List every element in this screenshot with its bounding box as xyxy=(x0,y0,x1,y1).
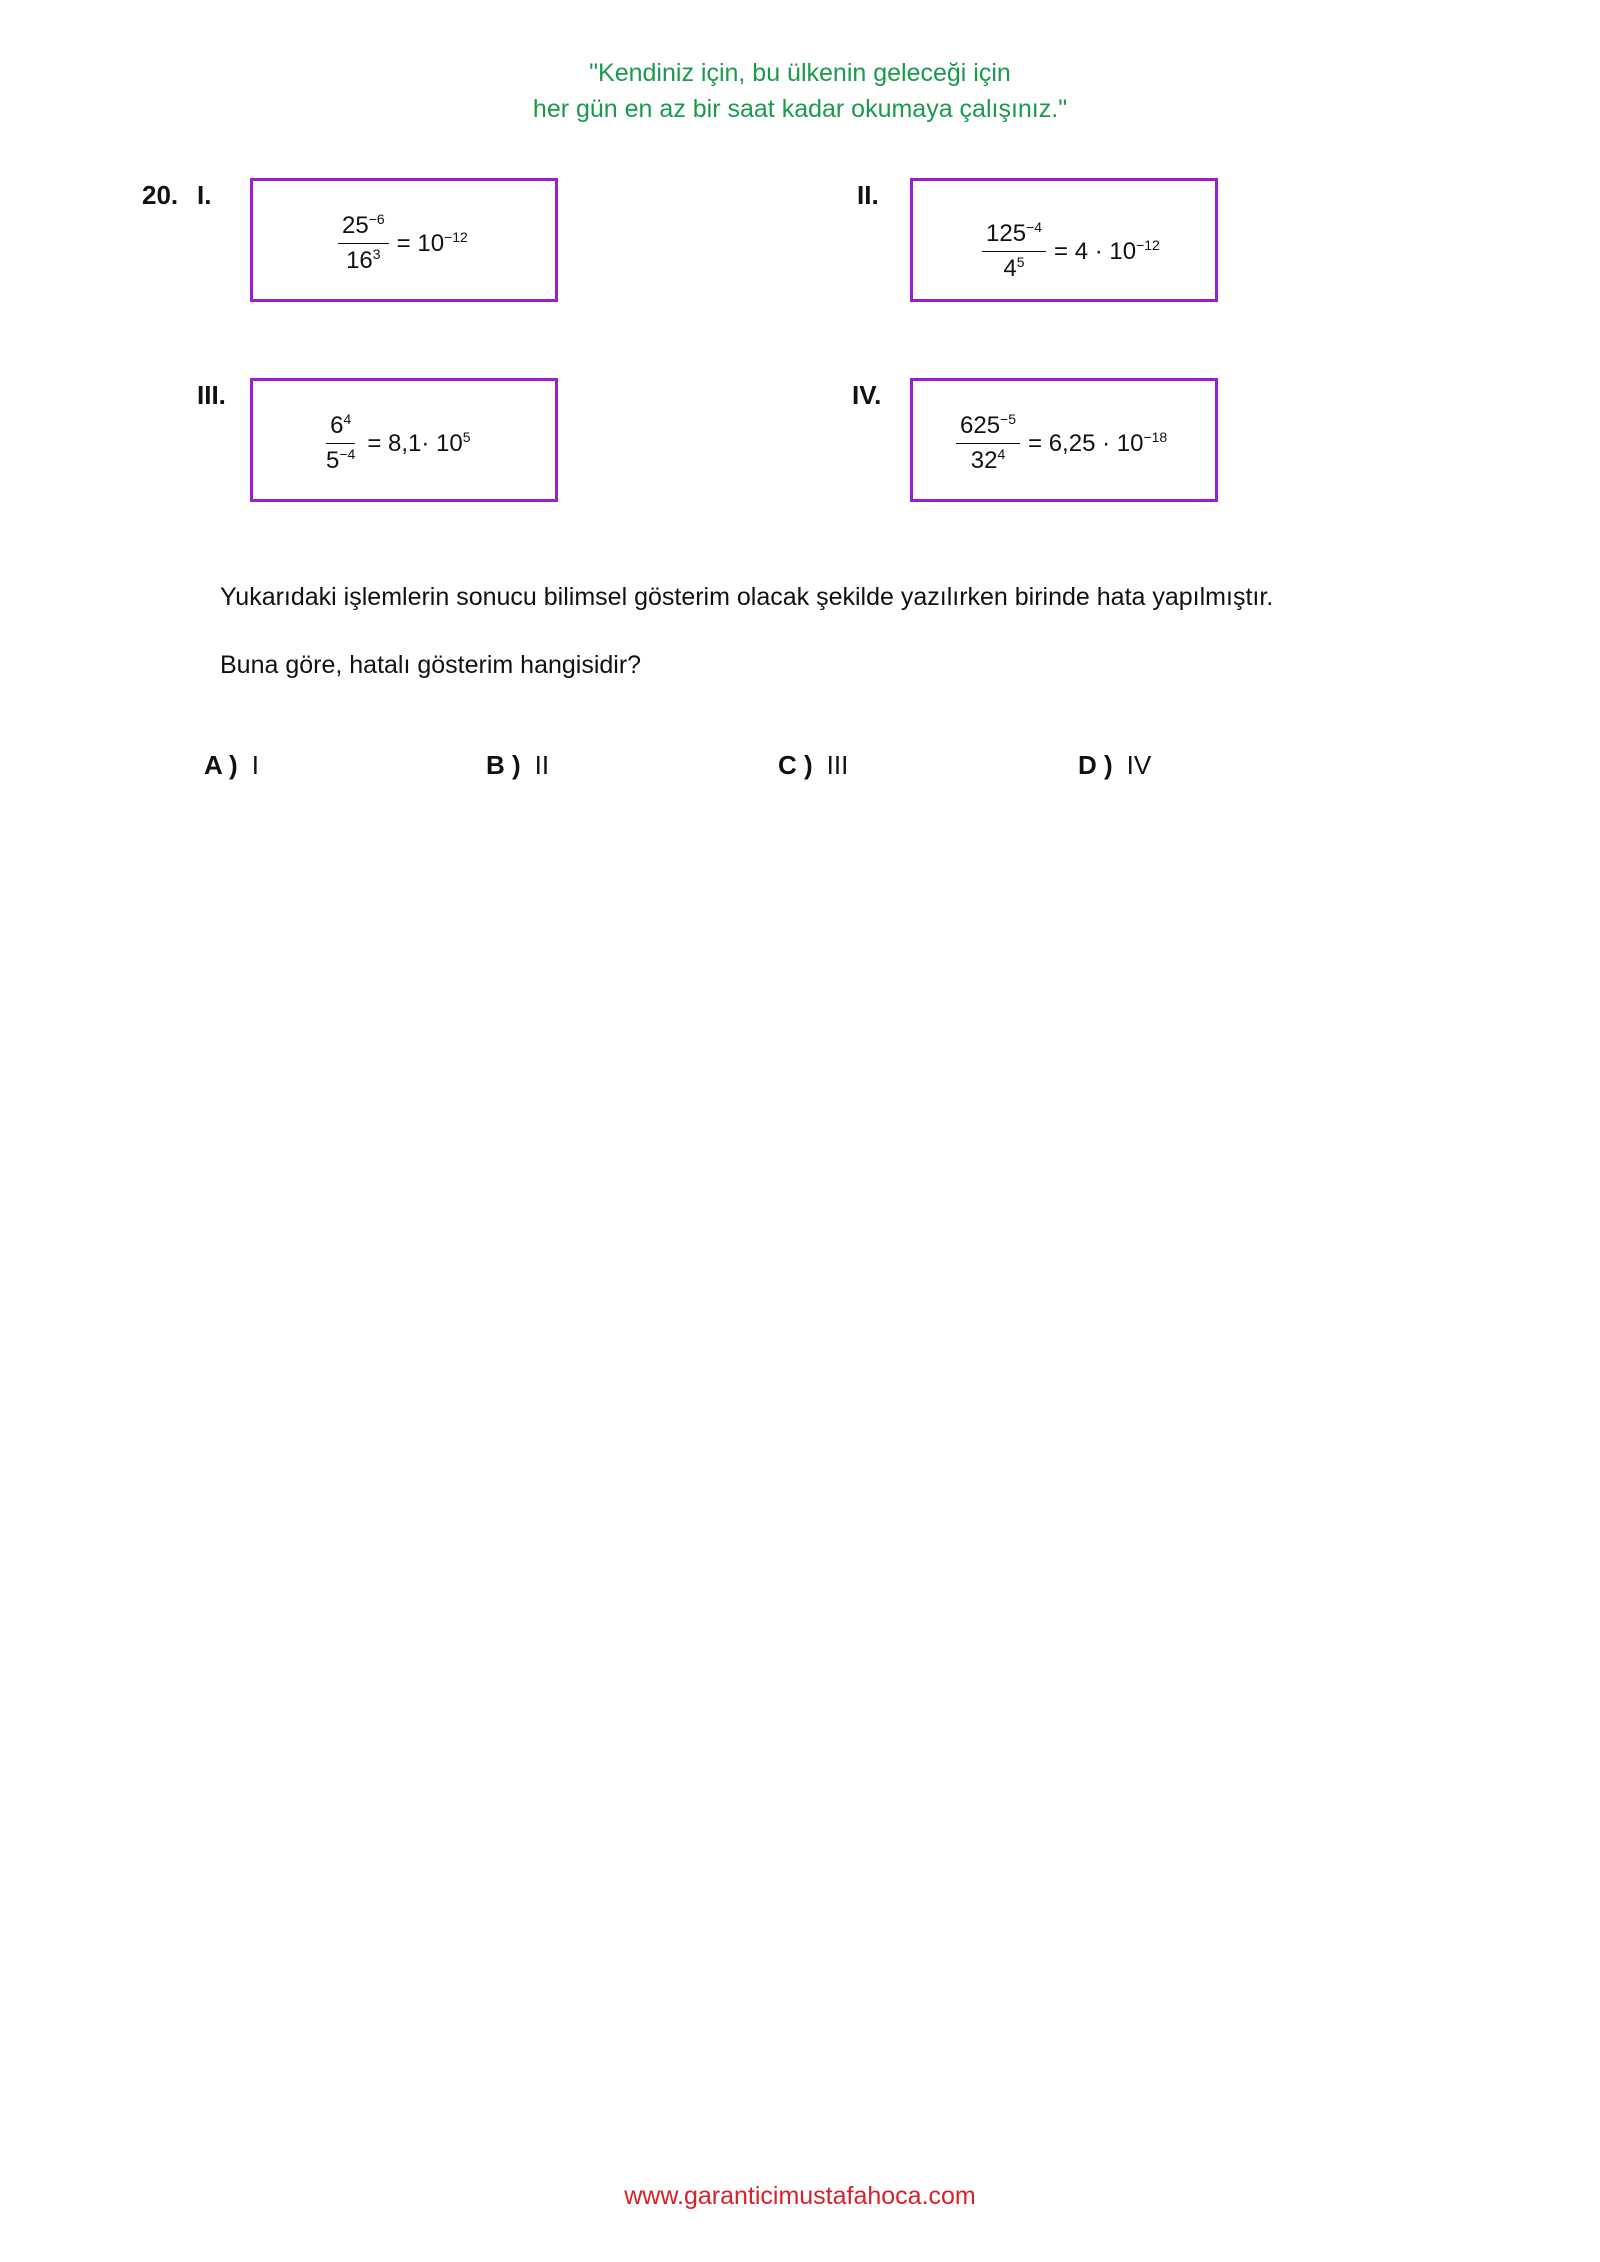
option-c-letter: C ) xyxy=(778,750,813,780)
fraction-ii: $\frac{125^{-4}}{4^5}$ xyxy=(982,220,1046,283)
item-label-iii: III. xyxy=(197,380,226,410)
option-c-text: III xyxy=(826,750,849,780)
fraction-i: $\frac{25^{-6}}{16^3}$ xyxy=(338,212,389,275)
option-d-letter: D ) xyxy=(1078,750,1113,780)
item-label-i: I. xyxy=(197,180,212,210)
option-d[interactable] xyxy=(1078,750,1151,781)
option-b-letter: B ) xyxy=(486,750,521,780)
option-a-text: I xyxy=(251,750,259,780)
quote-line-1: "Kendiniz için, bu ülkenin geleceği için xyxy=(589,59,1011,87)
fraction-iii: $\frac{6^4}{5^{-4}}$ xyxy=(326,411,356,474)
expression-iv: $\frac{625^{-5}}{32^4}$ = $6,25 \cdot 10^{-18}$ xyxy=(956,412,1173,475)
item-label-ii: II. xyxy=(857,180,879,210)
option-b[interactable] xyxy=(486,750,549,781)
option-a[interactable] xyxy=(204,750,259,781)
fraction-iv: $\frac{625^{-5}}{32^4}$ xyxy=(956,412,1020,475)
footer-url[interactable]: www.garanticimustafahoca.com xyxy=(624,2182,976,2210)
option-a-letter: A ) xyxy=(204,750,238,780)
quote-line-2: her gün en az bir saat kadar okumaya çalışınız." xyxy=(532,95,1068,123)
option-b-text: II xyxy=(534,750,550,780)
item-label-iv: IV. xyxy=(852,380,882,410)
expression-i: $\frac{25^{-6}}{16^3}$ = $10^{-12}$ xyxy=(338,212,474,275)
option-c[interactable] xyxy=(778,750,848,781)
question-prompt: Buna göre, hatalı gösterim hangisidir? xyxy=(220,651,642,679)
question-number: 20. xyxy=(142,180,179,210)
expression-ii: $\frac{125^{-4}}{4^5}$ = $4 \cdot 10^{-12}$ xyxy=(982,220,1166,283)
option-d-text: IV xyxy=(1126,750,1152,780)
header-quote xyxy=(0,55,1600,127)
question-stem: Yukarıdaki işlemlerin sonucu bilimsel gösterim olacak şekilde yazılırken birinde hata yapılmıştır. xyxy=(220,583,1274,611)
expression-iii: $\frac{6^4}{5^{-4}}$ = $8,1\cdot 10^5$ xyxy=(322,412,477,475)
